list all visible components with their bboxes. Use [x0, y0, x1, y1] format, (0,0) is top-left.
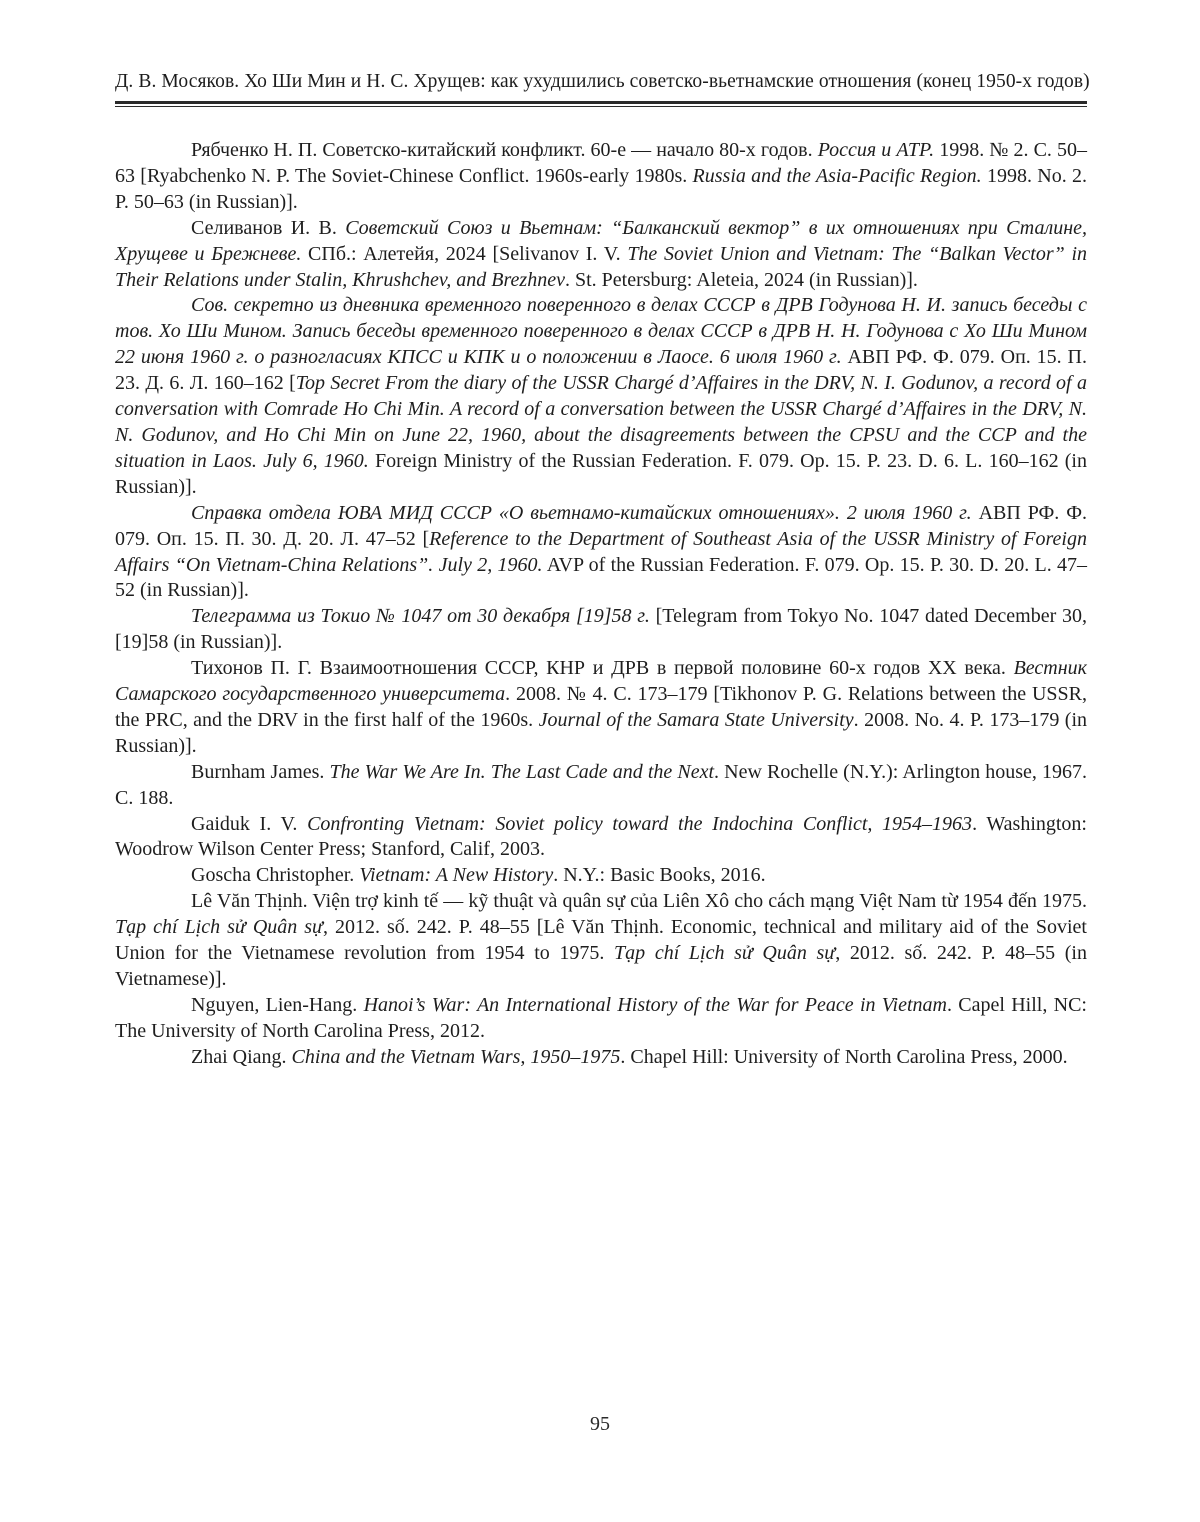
reference-title-italic: The Soviet Union and Vietnam: The “Balkan Vector” in Their Relations under Stalin, Khrushchev, and Brezhnev [115, 242, 1088, 291]
reference-title-italic: Vietnam: A New History [359, 864, 554, 887]
reference-title-italic: Reference to the Department of Southeast Asia of the USSR Ministry of Foreign Affairs “On Vietnam-China Relations”. July 2, 1960. [115, 527, 1087, 576]
reference-text: Lê Văn Thịnh. Viện trợ kinh tế — kỹ thuật và quân sự của Liên Xô cho cách mạng Việt Nam từ 1954 đến 1975. [191, 890, 1087, 913]
reference-title-italic: China and the Vietnam Wars, 1950–1975 [291, 1045, 621, 1068]
reference-text: Goscha Christopher. [191, 864, 360, 887]
reference-text: , 2012. số. 242. P. 48–55 (in Vietnamese)]. [115, 942, 1087, 990]
reference-text: Селиванов И. В. [191, 216, 346, 239]
reference-title-italic: Советский Союз и Вьетнам: “Балканский вектор” в их отношениях при Сталине, Хрущеве и Брежневе. [115, 216, 1087, 265]
reference-text: . Washington: Woodrow Wilson Center Press; Stanford, Calif, 2003. [115, 812, 1087, 861]
reference-title-italic: The War We Are In. The Last Cade and the Next [329, 760, 715, 783]
reference-item [115, 293, 1087, 500]
reference-title-italic: Россия и АТР. [817, 139, 935, 161]
reference-text: . N.Y.: Basic Books, 2016. [553, 864, 766, 887]
reference-item [115, 656, 1087, 760]
reference-text: Burnham James. [191, 760, 330, 783]
reference-item [115, 889, 1087, 993]
reference-text: [Telegram from Tokyo No. 1047 dated December 30, [19]58 (in Russian)]. [115, 605, 1087, 654]
header-rule-thick [115, 101, 1087, 104]
reference-text: 1998. No. 2. P. 50–63 (in Russian)]. [115, 164, 1087, 213]
reference-title-italic: Confronting Vietnam: Soviet policy toward the Indochina Conflict, 1954–1963 [307, 812, 973, 835]
reference-text: Zhai Qiang. [191, 1045, 292, 1068]
reference-text: . 2008. № 4. С. 173–179 [Tikhonov P. G. Relations between the USSR, the PRC, and the DRV in the first half of the 1960s. [115, 683, 1087, 731]
reference-text: Gaiduk I. V. [191, 812, 308, 835]
reference-text: . Capel Hill, NC: The University of North Carolina Press, 2012. [115, 993, 1087, 1042]
reference-title-italic: Вестник Самарского государственного университета [115, 657, 1087, 706]
reference-item [115, 863, 1087, 889]
reference-item [115, 501, 1087, 605]
reference-text: . Chapel Hill: University of North Carolina Press, 2000. [620, 1045, 1068, 1068]
reference-title-italic: Hanoi’s War: An International History of the War for Peace in Vietnam [363, 993, 947, 1016]
reference-text: Тихонов П. Г. Взаимоотношения СССР, КНР и ДРВ в первой половине 60-х годов ХХ века. [191, 657, 1014, 680]
running-header-title: Д. В. Мосяков. Хо Ши Мин и Н. С. Хрущев: как ухудшились советско-вьетнамские отношения (конец 1950-х годов) [115, 71, 1090, 92]
reference-title-italic: Tạp chí Lịch sử Quân sự [614, 942, 836, 965]
reference-item [115, 216, 1087, 294]
reference-item [115, 604, 1087, 656]
reference-item [115, 138, 1087, 216]
page-header [115, 70, 1090, 107]
reference-text: Foreign Ministry of the Russian Federation. F. 079. Op. 15. P. 23. D. 6. L. 160–162 (in Russian)]. [115, 449, 1087, 498]
reference-item [115, 812, 1087, 864]
reference-item [115, 760, 1087, 812]
header-rule-thin [115, 106, 1087, 107]
reference-text: . 2008. No. 4. P. 173–179 (in Russian)]. [115, 708, 1087, 757]
reference-title-italic: Tạp chí Lịch sử Quân sự [115, 916, 323, 939]
page-number: 95 [590, 1413, 610, 1435]
reference-title-italic: Russia and the Asia-Pacific Region. [692, 164, 982, 187]
reference-text: СПб.: Алетейя, 2024 [Selivanov I. V. [301, 242, 628, 265]
reference-text: АВП РФ. Ф. 079. Оп. 15. П. 30. Д. 20. Л. 47–52 [ [115, 501, 1087, 550]
reference-text: . St. Petersburg: Aleteia, 2024 (in Russian)]. [564, 268, 918, 291]
page-content [115, 70, 1090, 1071]
reference-text: , 2012. số. 242. P. 48–55 [Lê Văn Thịnh. Economic, technical and military aid of the Soviet Union for the Vietnamese revolution from 1954 to 1975. [115, 916, 1087, 965]
reference-text: AVP of the Russian Federation. F. 079. Op. 15. P. 30. D. 20. L. 47–52 (in Russian)]. [115, 553, 1087, 602]
reference-text: . New Rochelle (N.Y.): Arlington house, 1967. С. 188. [115, 760, 1087, 809]
reference-title-italic: Сов. секретно из дневника временного поверенного в делах СССР в ДРВ Годунова Н. И. запись беседы с тов. Хо Ши Мином. Запись беседы временного поверенного в делах СССР в ДРВ Н. Н. Годунова с Хо Ши Мином 22 июня 1960 г. о разногласиях КПСС и КПК и о положении в Лаосе. 6 июля 1960 г. [115, 294, 1087, 369]
reference-title-italic: Journal of the Samara State University [538, 708, 854, 731]
reference-text: Nguyen, Lien-Hang. [191, 993, 364, 1016]
reference-text: Рябченко Н. П. Советско-китайский конфликт. 60-е — начало 80-х годов. [191, 139, 818, 161]
reference-item [115, 993, 1087, 1045]
references-list [115, 138, 1087, 1071]
reference-title-italic: Справка отдела ЮВА МИД СССР «О вьетнамо-китайских отношениях». 2 июля 1960 г. [191, 501, 972, 524]
reference-title-italic: Top Secret From the diary of the USSR Chargé d’Affaires in the DRV, N. I. Godunov, a record of a conversation with Comrade Ho Chi Min. A record of a conversation between the USSR Chargé d’Affaires in the DRV, N. N. Godunov, and Ho Chi Min on June 22, 1960, about the disagreements between the CPSU and the CCP and the situation in Laos. July 6, 1960. [115, 372, 1087, 472]
reference-text: 1998. № 2. С. 50–63 [Ryabchenko N. P. The Soviet-Chinese Conflict. 1960s-early 1980s. [115, 139, 1088, 187]
reference-item [115, 1045, 1087, 1071]
reference-text: АВП РФ. Ф. 079. Оп. 15. П. 23. Д. 6. Л. 160–162 [ [115, 346, 1087, 395]
reference-title-italic: Телеграмма из Токио № 1047 от 30 декабря [19]58 г. [191, 605, 650, 628]
